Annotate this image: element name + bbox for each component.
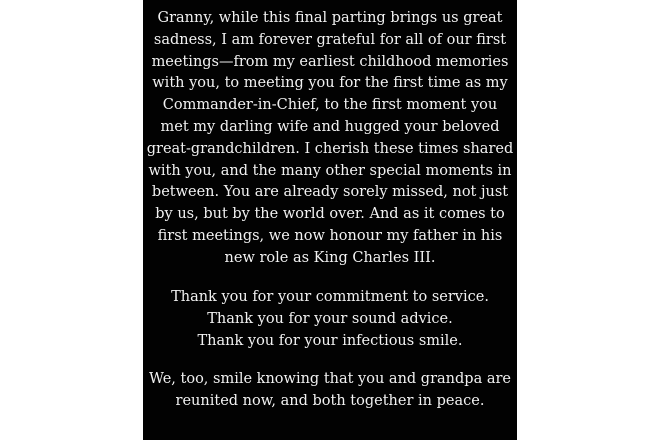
text-line: Commander-in-Chief, to the first moment you (162, 97, 498, 114)
text-line: with you, to meeting you for the first time as my (152, 75, 508, 92)
text-line: met my darling wife and hugged your beloved (160, 118, 500, 135)
text-line: Thank you for your infectious smile. (197, 332, 463, 349)
text-line: We, too, smile knowing that you and grandpa are (149, 371, 511, 387)
text-line: reunited now, and both together in peace. (175, 392, 485, 409)
text-line: great-grandchildren. I cherish these times shared (146, 140, 514, 157)
text-line: meetings—from my earliest childhood memories (151, 53, 509, 70)
text-line: new role as King Charles III. (224, 249, 436, 266)
paragraph-closing (143, 369, 517, 413)
text-line: Granny, while this final parting brings us great (157, 10, 503, 26)
tribute-message-panel (143, 0, 517, 440)
paragraph-tribute (143, 8, 517, 270)
text-line: first meetings, we now honour my father in his (157, 227, 503, 244)
text-line: Thank you for your commitment to service. (171, 289, 489, 305)
text-line: between. You are already sorely missed, not just (151, 184, 509, 201)
text-line: with you, and the many other special moments in (148, 162, 512, 179)
text-line: Thank you for your sound advice. (207, 310, 453, 327)
text-line: by us, but by the world over. And as it comes to (155, 206, 505, 223)
paragraph-thank-you (143, 287, 517, 352)
text-line: sadness, I am forever grateful for all of our first (153, 31, 507, 48)
